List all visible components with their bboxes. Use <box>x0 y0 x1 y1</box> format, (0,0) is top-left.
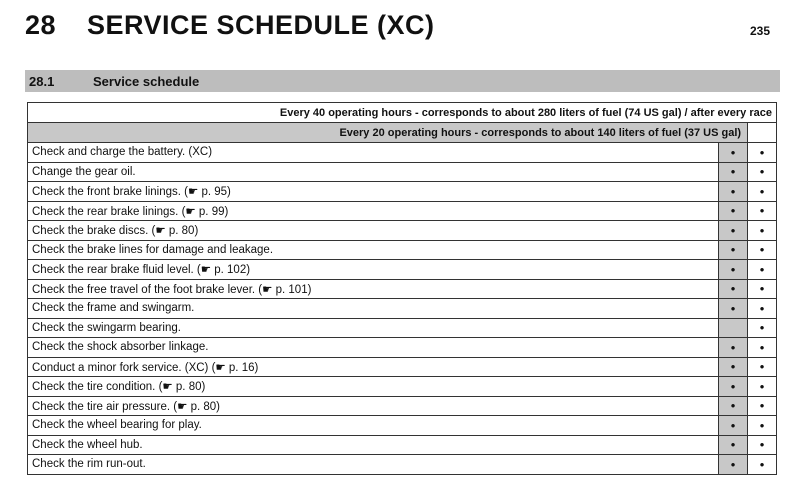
interval-40-header: Every 40 operating hours - corresponds to about 280 liters of fuel (74 US gal) / after every race <box>28 103 777 123</box>
bullet-mark: • <box>759 378 765 394</box>
bullet-mark: • <box>730 339 736 355</box>
every-40-hours-cell <box>748 396 777 416</box>
table-row <box>28 201 777 221</box>
interval-40-column-header-cell <box>748 123 777 143</box>
chapter-title: SERVICE SCHEDULE (XC) <box>87 10 435 40</box>
table-row <box>28 338 777 358</box>
bullet-mark: • <box>730 398 736 414</box>
bullet-mark: • <box>730 456 736 472</box>
bullet-mark: • <box>759 183 765 199</box>
chapter-number: 28 <box>25 10 57 40</box>
table-row <box>28 182 777 202</box>
page-number: 235 <box>749 24 770 38</box>
every-40-hours-cell <box>748 416 777 436</box>
task-cell: Check the rim run-out. <box>28 455 719 475</box>
bullet-mark: • <box>759 359 765 375</box>
bullet-mark: • <box>759 203 765 219</box>
task-cell: Check the rear brake fluid level. (☛ p. 102) <box>28 260 719 280</box>
every-40-hours-cell <box>748 455 777 475</box>
every-20-hours-cell <box>719 279 748 299</box>
every-40-hours-cell <box>748 201 777 221</box>
table-row <box>28 143 777 163</box>
every-20-hours-cell <box>719 396 748 416</box>
table-row <box>28 240 777 260</box>
bullet-mark: • <box>759 339 765 355</box>
bullet-mark: • <box>759 417 765 433</box>
bullet-mark: • <box>759 222 765 238</box>
section-heading <box>25 70 780 92</box>
table-row <box>28 416 777 436</box>
every-20-hours-cell <box>719 377 748 397</box>
bullet-mark: • <box>730 144 736 160</box>
task-cell: Check the brake lines for damage and leakage. <box>28 240 719 260</box>
every-40-hours-cell <box>748 221 777 241</box>
bullet-mark: • <box>730 281 736 297</box>
bullet-mark: • <box>730 261 736 277</box>
section-number: 28.1 <box>29 73 55 89</box>
bullet-mark: • <box>730 203 736 219</box>
task-cell: Check the tire air pressure. (☛ p. 80) <box>28 396 719 416</box>
table-row <box>28 357 777 377</box>
bullet-mark: • <box>759 320 765 336</box>
table-row <box>28 396 777 416</box>
bullet-mark: • <box>759 164 765 180</box>
service-schedule-table <box>27 102 777 475</box>
bullet-mark: • <box>759 456 765 472</box>
chapter-heading <box>25 10 435 41</box>
table-row <box>28 299 777 319</box>
every-40-hours-cell <box>748 435 777 455</box>
table-row <box>28 455 777 475</box>
section-title: Service schedule <box>93 73 200 89</box>
task-cell: Conduct a minor fork service. (XC) (☛ p. 16) <box>28 357 719 377</box>
bullet-mark: • <box>759 261 765 277</box>
every-20-hours-cell <box>719 416 748 436</box>
every-40-hours-cell <box>748 318 777 338</box>
table-row <box>28 279 777 299</box>
every-40-hours-cell <box>748 377 777 397</box>
bullet-mark: • <box>759 398 765 414</box>
bullet-mark: • <box>759 437 765 453</box>
every-20-hours-cell <box>719 201 748 221</box>
task-cell: Check the rear brake linings. (☛ p. 99) <box>28 201 719 221</box>
every-40-hours-cell <box>748 357 777 377</box>
bullet-mark: • <box>730 164 736 180</box>
table-row <box>28 221 777 241</box>
every-40-hours-cell <box>748 299 777 319</box>
every-40-hours-cell <box>748 338 777 358</box>
task-cell: Check the tire condition. (☛ p. 80) <box>28 377 719 397</box>
table-row <box>28 260 777 280</box>
every-20-hours-cell <box>719 338 748 358</box>
every-20-hours-cell <box>719 318 748 338</box>
every-40-hours-cell <box>748 143 777 163</box>
every-20-hours-cell <box>719 182 748 202</box>
task-cell: Check the swingarm bearing. <box>28 318 719 338</box>
task-cell: Check the free travel of the foot brake lever. (☛ p. 101) <box>28 279 719 299</box>
bullet-mark: • <box>759 144 765 160</box>
bullet-mark: • <box>730 437 736 453</box>
every-40-hours-cell <box>748 182 777 202</box>
bullet-mark: • <box>730 417 736 433</box>
task-cell: Check the wheel hub. <box>28 435 719 455</box>
table-row <box>28 377 777 397</box>
every-40-hours-cell <box>748 260 777 280</box>
every-40-hours-cell <box>748 240 777 260</box>
table-row <box>28 435 777 455</box>
task-cell: Change the gear oil. <box>28 162 719 182</box>
interval-20-header: Every 20 operating hours - corresponds to about 140 liters of fuel (37 US gal) <box>28 123 748 143</box>
every-20-hours-cell <box>719 435 748 455</box>
bullet-mark: • <box>730 359 736 375</box>
table-row <box>28 318 777 338</box>
task-cell: Check the brake discs. (☛ p. 80) <box>28 221 719 241</box>
every-20-hours-cell <box>719 260 748 280</box>
every-40-hours-cell <box>748 279 777 299</box>
interval-20-header-row <box>28 123 777 143</box>
every-20-hours-cell <box>719 455 748 475</box>
bullet-mark: • <box>759 300 765 316</box>
every-20-hours-cell <box>719 299 748 319</box>
task-cell: Check the front brake linings. (☛ p. 95) <box>28 182 719 202</box>
bullet-mark: • <box>730 242 736 258</box>
task-cell: Check the frame and swingarm. <box>28 299 719 319</box>
table-row <box>28 162 777 182</box>
bullet-mark: • <box>759 281 765 297</box>
every-20-hours-cell <box>719 162 748 182</box>
every-20-hours-cell <box>719 221 748 241</box>
task-cell: Check the shock absorber linkage. <box>28 338 719 358</box>
task-cell: Check the wheel bearing for play. <box>28 416 719 436</box>
bullet-mark: • <box>730 222 736 238</box>
task-cell: Check and charge the battery. (XC) <box>28 143 719 163</box>
bullet-mark: • <box>759 242 765 258</box>
interval-40-header-row <box>28 103 777 123</box>
every-40-hours-cell <box>748 162 777 182</box>
every-20-hours-cell <box>719 240 748 260</box>
bullet-mark: • <box>730 183 736 199</box>
every-20-hours-cell <box>719 357 748 377</box>
bullet-mark: • <box>730 300 736 316</box>
every-20-hours-cell <box>719 143 748 163</box>
bullet-mark: • <box>730 378 736 394</box>
